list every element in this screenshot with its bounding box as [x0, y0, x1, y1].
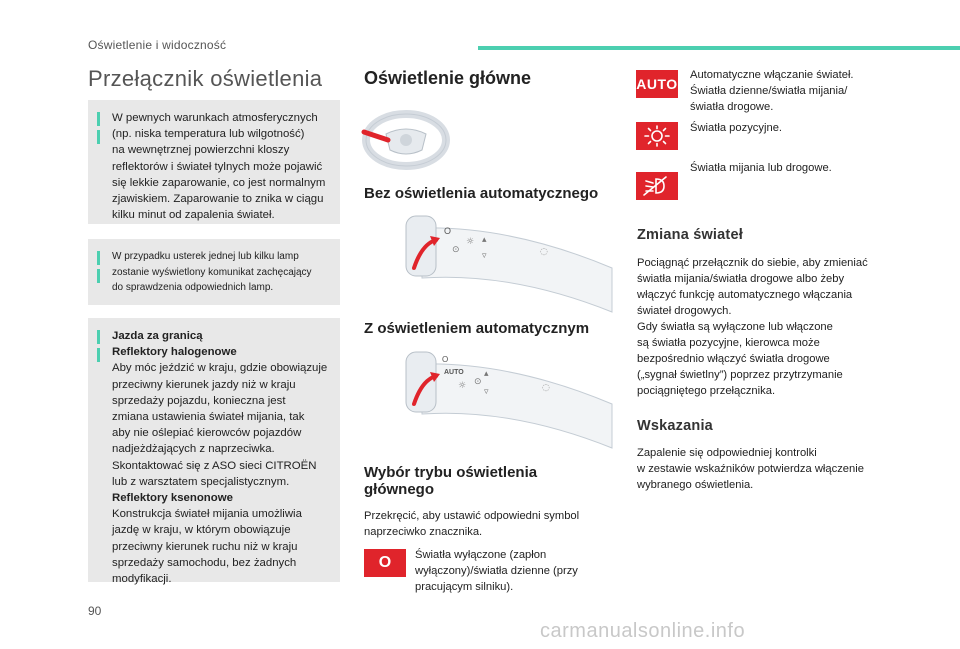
svg-text:☼: ☼ — [458, 381, 467, 391]
note-line: zjawiskiem. Zaparowanie to znika w ciągu — [112, 193, 324, 206]
note-line: Konstrukcja świateł mijania umożliwia — [112, 508, 302, 521]
note-lamp-fault — [88, 239, 340, 305]
stalk-off-label: O — [444, 226, 452, 236]
svg-text:⊙: ⊙ — [452, 245, 460, 255]
note-line: lub z warsztatem specjalistycznym. — [112, 475, 290, 488]
svg-text:▴: ▴ — [482, 235, 487, 245]
svg-text:◌: ◌ — [540, 247, 548, 257]
note-heading: Reflektory halogenowe — [112, 346, 237, 359]
indications-text: Zapalenie się odpowiedniej kontrolki w zestawie wskaźników potwierdza włączenie wybranego oświetlenia. — [637, 447, 864, 491]
position-lights-description: Światła pozycyjne. — [690, 122, 783, 134]
section-title-indications: Wskazania — [637, 418, 713, 434]
info-bar-icon — [97, 269, 100, 283]
beam-lights-description: Światła mijania lub drogowe. — [690, 162, 832, 174]
watermark: carmanualsonline.info — [540, 620, 746, 642]
note-line: aby nie oślepiać kierowców pojazdów — [112, 427, 302, 440]
note-line: przeciwny kierunek jazdy niż w kraju — [112, 378, 296, 391]
note-line: sprzedaży samochodu, bez żadnych — [112, 556, 297, 569]
note-line: zmiana ustawienia świateł mijania, tak — [112, 411, 305, 424]
info-bar-icon — [97, 251, 100, 265]
note-line: nadjeżdżających z naprzeciwka. — [112, 443, 275, 456]
auto-description: Automatyczne włączanie świateł. Światła dzienne/światła mijania/ światła drogowe. — [690, 69, 854, 113]
off-symbol-icon: O — [364, 549, 406, 577]
steering-wheel-illustration — [360, 102, 450, 172]
info-bar-icon — [97, 348, 100, 362]
note-line: W pewnych warunkach atmosferycznych — [112, 112, 318, 124]
note-heading: Reflektory ksenonowe — [112, 492, 233, 505]
stalk-auto-label: AUTO — [444, 369, 464, 376]
note-line: (np. niska temperatura lub wilgotność) — [112, 128, 305, 141]
note-heading: Jazda za granicą — [112, 330, 203, 342]
note-line: modyfikacji. — [112, 573, 172, 586]
note-line: przeciwny kierunek ruchu niż w kraju — [112, 540, 298, 553]
note-line: Skontaktować się z ASO sieci CITROËN — [112, 459, 317, 472]
info-bar-icon — [97, 130, 100, 144]
header-accent-bar — [478, 46, 960, 50]
svg-text:⊙: ⊙ — [474, 377, 482, 387]
info-bar-icon — [97, 112, 100, 126]
note-line: reflektorów i świateł tylnych może pojawić — [112, 160, 323, 173]
note-line: sprzedaży pojazdu, konieczna jest — [112, 394, 286, 407]
change-lights-text: Pociągnąć przełącznik do siebie, aby zmieniać światła mijania/światła drogowe albo żeby włączyć funkcję automatycznego włączania świateł drogowych. Gdy światła są wyłączone lub włączone są światła pozycyjne, kierowca może bezpośrednio włączyć światła drogowe („sygnał świetlny”) poprzez przytrzymanie pociągniętego przełącznika. — [637, 257, 868, 397]
mode-instruction: Przekręcić, aby ustawić odpowiedni symbol naprzeciwko znacznika. — [364, 510, 580, 538]
svg-text:☼: ☼ — [466, 237, 475, 247]
lighting-stalk-illustration — [392, 208, 616, 318]
note-line: kilku minut od zapalenia świateł. — [112, 209, 275, 222]
note-line: do sprawdzenia odpowiednich lamp. — [112, 282, 274, 293]
svg-text:▿: ▿ — [482, 251, 487, 261]
section-title-auto: Z oświetleniem automatycznym — [364, 320, 590, 337]
note-line: Aby móc jeździć w kraju, gdzie obowiązuje — [112, 362, 328, 375]
section-title-main-lighting: Oświetlenie główne — [364, 68, 532, 88]
stalk-off-label: O — [442, 355, 449, 364]
note-line: zostanie wyświetlony komunikat zachęcający — [112, 266, 312, 278]
svg-text:▴: ▴ — [484, 369, 489, 379]
section-title-mode: Wybór trybu oświetlenia głównego — [364, 464, 538, 498]
note-line: jazdę w kraju, w którym obowiązuje — [112, 524, 291, 537]
note-driving-abroad — [88, 318, 340, 586]
info-bar-icon — [97, 330, 100, 344]
page-title: Przełącznik oświetlenia — [88, 66, 323, 91]
beam-lights-icon — [636, 172, 678, 200]
section-title-change-lights: Zmiana świateł — [637, 227, 743, 243]
note-line: W przypadku usterek jednej lub kilku lamp — [112, 251, 299, 262]
position-lights-icon — [636, 122, 678, 150]
lighting-stalk-auto-illustration — [392, 344, 616, 454]
note-line: na wewnętrznej powierzchni kloszy — [112, 144, 290, 157]
page-number: 90 — [88, 604, 102, 618]
note-fogging — [88, 100, 340, 224]
off-description: Światła wyłączone (zapłon wyłączony)/światła dzienne (przy pracującym silniku). — [415, 549, 578, 593]
section-title-no-auto: Bez oświetlenia automatycznego — [364, 185, 599, 202]
auto-symbol-icon: AUTO — [636, 70, 678, 98]
section-header: Oświetlenie i widoczność — [88, 38, 227, 52]
note-line: się lekkie zaparowanie, co jest normalnym — [112, 176, 326, 189]
svg-text:▿: ▿ — [484, 387, 489, 397]
svg-text:◌: ◌ — [542, 383, 550, 393]
